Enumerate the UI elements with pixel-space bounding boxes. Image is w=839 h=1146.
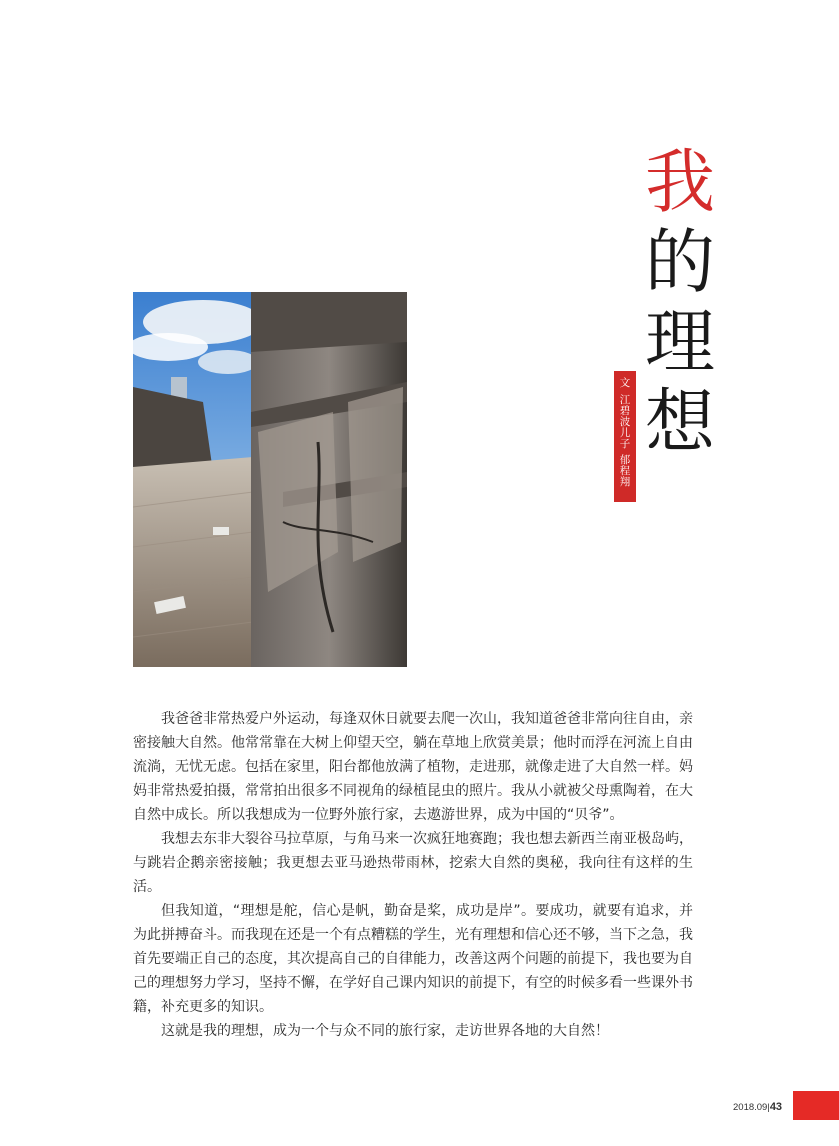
footer-separator: | bbox=[767, 1102, 770, 1113]
title-char: 我 bbox=[645, 141, 715, 223]
article-photo bbox=[133, 292, 407, 667]
byline-name: 郁程翔 bbox=[618, 454, 631, 487]
author-byline bbox=[614, 371, 636, 502]
title-char: 想 bbox=[645, 381, 715, 463]
title-char: 理 bbox=[645, 301, 715, 383]
footer-accent-bar bbox=[793, 1091, 839, 1120]
page-number: 43 bbox=[769, 1101, 783, 1113]
stone-wall-image bbox=[133, 292, 407, 667]
footer-page-info bbox=[733, 1101, 782, 1113]
article-paragraph: 我想去东非大裂谷马拉草原，与角马来一次疯狂地赛跑；我也想去新西兰南亚极岛屿，与跳岩企鹅亲密接触；我更想去亚马逊热带雨林，挖索大自然的奥秘，我向往有这样的生活。 bbox=[133, 831, 693, 895]
article-title bbox=[640, 142, 720, 462]
article-body bbox=[133, 707, 693, 1043]
article-paragraph: 我爸爸非常热爱户外运动，每逢双休日就要去爬一次山，我知道爸爸非常向往自由，亲密接触大自然。他常常靠在大树上仰望天空，躺在草地上欣赏美景；他时而浮在河流上自由流淌，无忧无虑。包括在家里，阳台都他放满了植物，走进那，就像走进了大自然一样。妈妈非常热爱拍摄，常常拍出很多不同视角的绿植昆虫的照片。我从小就被父母熏陶着，在大自然中成长。所以我想成为一位野外旅行家，去遨游世界，成为中国的“贝爷”。 bbox=[133, 711, 693, 823]
article-paragraph: 这就是我的理想，成为一个与众不同的旅行家，走访世界各地的大自然！ bbox=[161, 1023, 609, 1039]
footer-date: 2018.09 bbox=[733, 1102, 768, 1113]
byline-author: 江碧波儿子 bbox=[618, 394, 631, 449]
article-paragraph: 但我知道，“理想是舵，信心是帆，勤奋是桨，成功是岸”。要成功，就要有追求，并为此拼搏奋斗。而我现在还是一个有点糟糕的学生，光有理想和信心还不够，当下之急，我首先要端正自己的态度，其次提高自己的自律能力，改善这两个问题的前提下，我也要为自己的理想努力学习，坚持不懈，在学好自己课内知识的前提下，有空的时候多看一些课外书籍，补充更多的知识。 bbox=[133, 903, 693, 1015]
byline-label: 文 bbox=[618, 377, 631, 388]
title-char: 的 bbox=[645, 221, 715, 303]
